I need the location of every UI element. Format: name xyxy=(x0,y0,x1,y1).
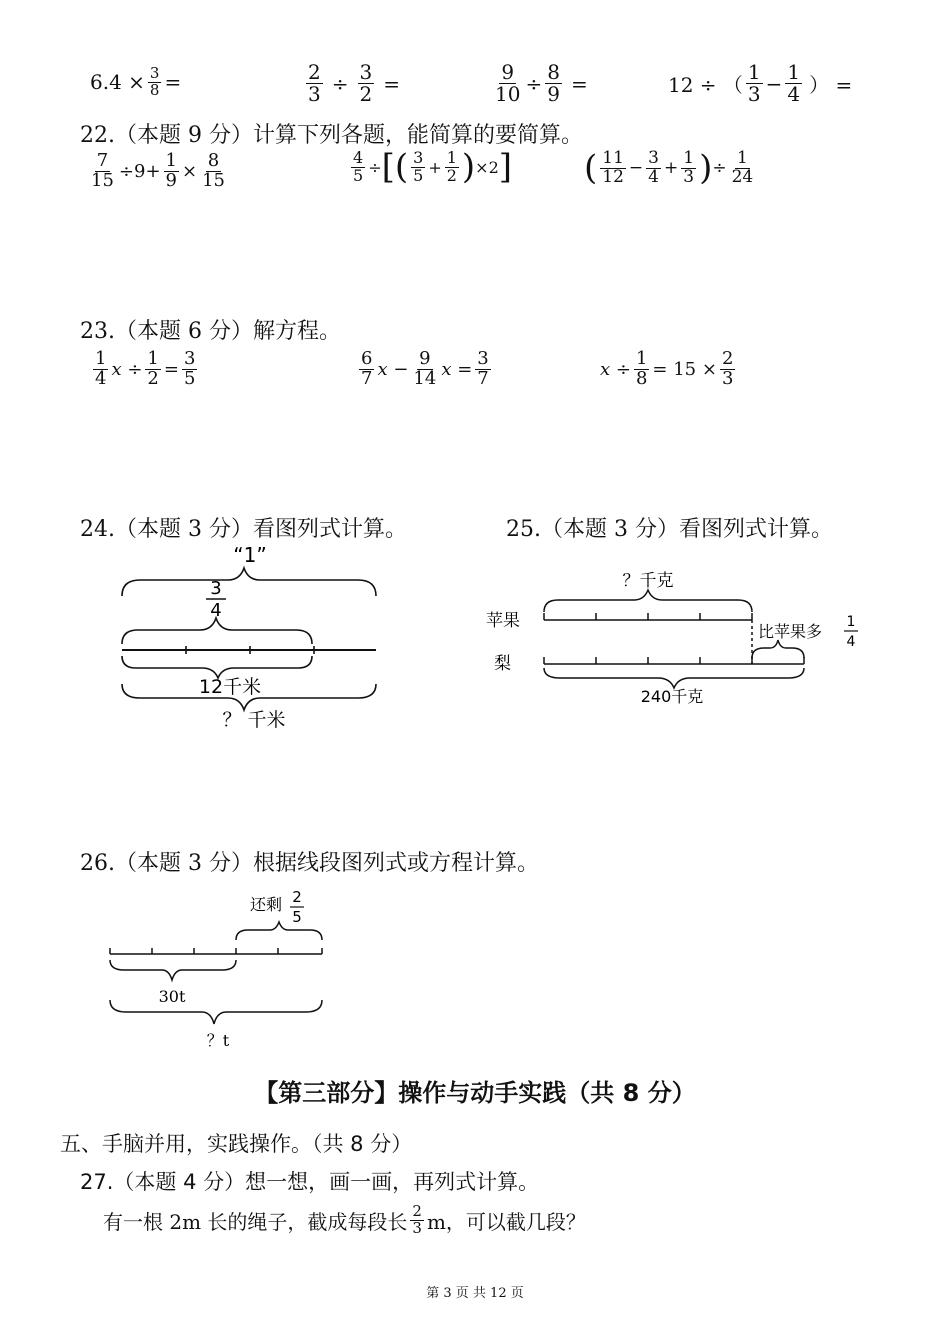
bracket: ] xyxy=(498,147,513,188)
paren: ) xyxy=(699,148,713,189)
numerator: 1 xyxy=(446,148,457,167)
known-label: 30t xyxy=(158,987,186,1006)
fraction xyxy=(358,62,375,105)
numerator: 1 xyxy=(165,150,177,171)
numerator: 3 xyxy=(477,348,489,369)
paren: ( xyxy=(584,148,598,189)
denominator: 2 xyxy=(446,165,457,185)
operator: x = xyxy=(441,358,473,380)
expr-text: x ÷ xyxy=(600,358,631,380)
q22-title: 22.（本题 9 分）计算下列各题，能简算的要简算。 xyxy=(80,123,583,148)
q27-title: 27.（本题 4 分）想一想，画一画，再列式计算。 xyxy=(80,1170,540,1194)
bottom-label: 240千克 xyxy=(640,687,704,706)
expr-21-4 xyxy=(668,62,852,105)
denominator: 7 xyxy=(477,367,489,389)
fraction xyxy=(145,350,160,389)
equals: = xyxy=(570,71,588,96)
fraction xyxy=(411,350,438,389)
denominator: 10 xyxy=(495,82,521,106)
brace-known xyxy=(110,960,236,980)
numerator: 3 xyxy=(648,148,659,168)
fraction xyxy=(89,152,116,191)
fraction-denominator: 4 xyxy=(210,600,222,621)
denominator: 5 xyxy=(413,165,424,185)
q27-text xyxy=(103,1204,586,1237)
q25-title: 25.（本题 3 分）看图列式计算。 xyxy=(506,517,833,542)
q23-expr-b xyxy=(356,350,494,389)
denominator: 7 xyxy=(361,367,373,389)
brace-top xyxy=(544,590,752,612)
paren: ( xyxy=(394,147,409,188)
denominator: 4 xyxy=(648,166,659,187)
numerator: 3 xyxy=(149,64,160,82)
bracket: [ xyxy=(381,147,395,188)
expr-21-1 xyxy=(90,66,181,99)
fraction xyxy=(351,150,365,185)
denominator: 5 xyxy=(183,367,196,389)
expr-21-2 xyxy=(303,62,400,105)
fraction xyxy=(681,150,696,187)
denominator: 2 xyxy=(147,367,159,389)
remain-fraction-numerator: 2 xyxy=(292,888,302,906)
numerator: 3 xyxy=(359,60,373,84)
q27-text-post: m，可以截几段？ xyxy=(426,1209,586,1234)
operator: − xyxy=(628,158,644,179)
numerator: 3 xyxy=(183,348,196,369)
fraction xyxy=(746,62,763,105)
q22-expr-c xyxy=(584,150,758,187)
numerator: 1 xyxy=(683,148,695,168)
brace-bottom xyxy=(544,668,804,688)
whole-label: “1” xyxy=(233,543,267,567)
numerator: 1 xyxy=(635,348,648,369)
denominator: 8 xyxy=(635,367,648,389)
denominator: 3 xyxy=(412,1218,422,1237)
fraction xyxy=(600,150,626,187)
operator: = xyxy=(163,358,179,380)
operator: ÷ xyxy=(712,158,727,179)
numerator: 2 xyxy=(721,348,734,369)
q23-expr-a xyxy=(90,350,200,389)
numerator: 8 xyxy=(207,150,220,171)
operator: − xyxy=(765,71,783,96)
fraction xyxy=(730,150,756,187)
denominator: 2 xyxy=(359,82,373,106)
operator: × xyxy=(181,160,198,182)
numerator: 1 xyxy=(787,60,801,84)
q22-expr-a xyxy=(86,152,230,191)
q26-title: 26.（本题 3 分）根据线段图列式或方程计算。 xyxy=(80,851,539,876)
denominator: 8 xyxy=(149,80,160,99)
pear-label: 梨 xyxy=(494,654,511,674)
brace-whole xyxy=(122,568,376,596)
q23-expr-c xyxy=(600,350,738,389)
equals: = xyxy=(164,70,182,95)
denominator: 14 xyxy=(413,367,437,389)
paren: ) xyxy=(461,147,476,188)
denominator: 3 xyxy=(308,82,321,106)
operator: ÷ xyxy=(331,71,349,96)
expr-text: ） = xyxy=(809,73,853,97)
expr-text: 6.4 × xyxy=(90,70,145,95)
fraction xyxy=(634,350,649,389)
part3-heading: 【第三部分】操作与动手实践（共 8 分） xyxy=(254,1079,696,1107)
numerator: 1 xyxy=(736,148,748,168)
denominator: 9 xyxy=(165,169,177,191)
remain-fraction-denominator: 5 xyxy=(292,908,302,926)
denominator: 4 xyxy=(95,367,107,389)
operator: x ÷ xyxy=(111,358,143,380)
numerator: 7 xyxy=(96,150,109,171)
denominator: 3 xyxy=(747,82,761,106)
denominator: 5 xyxy=(353,165,364,185)
fraction xyxy=(646,150,661,187)
fraction xyxy=(720,350,735,389)
numerator: 9 xyxy=(501,60,515,84)
q26-diagram xyxy=(100,880,360,1060)
denominator: 3 xyxy=(683,166,695,187)
operator: ÷ xyxy=(525,71,543,96)
more-fraction-denominator: 4 xyxy=(846,634,856,650)
page-footer: 第 3 页 共 12 页 xyxy=(426,1286,524,1301)
fraction xyxy=(411,150,425,185)
denominator: 9 xyxy=(547,82,560,106)
expr-text: 12 ÷ （ xyxy=(668,73,743,97)
denominator: 24 xyxy=(731,166,754,187)
denominator: 12 xyxy=(602,166,624,187)
fraction xyxy=(93,350,108,389)
known-label: 12千米 xyxy=(198,676,262,698)
operator: ×2 xyxy=(475,157,499,177)
top-label: ？千克 xyxy=(622,571,674,591)
brace-unknown xyxy=(110,1000,322,1024)
numerator: 4 xyxy=(353,148,364,167)
fraction xyxy=(359,350,374,389)
equals: = xyxy=(383,71,400,96)
operator: ÷9+ xyxy=(118,160,161,182)
q24-diagram xyxy=(110,540,390,740)
operator: + xyxy=(428,157,442,177)
operator: = 15 × xyxy=(652,358,717,380)
q27-text-pre: 有一根 2m 长的绳子，截成每段长 xyxy=(103,1209,408,1234)
fraction-numerator: 3 xyxy=(210,578,222,599)
denominator: 15 xyxy=(91,169,114,191)
fraction xyxy=(200,152,227,191)
denominator: 3 xyxy=(721,367,734,389)
fraction xyxy=(410,1204,424,1237)
remain-label: 还剩 xyxy=(250,895,283,914)
brace-remain xyxy=(236,922,322,940)
numerator: 1 xyxy=(95,348,107,369)
numerator: 3 xyxy=(413,148,424,167)
q22-expr-b xyxy=(348,147,513,188)
fraction xyxy=(785,62,802,105)
numerator: 9 xyxy=(419,348,431,369)
numerator: 1 xyxy=(747,60,761,84)
q25-diagram xyxy=(472,560,892,720)
numerator: 2 xyxy=(412,1202,422,1220)
expr-21-3 xyxy=(490,62,588,105)
operator: + xyxy=(663,158,679,179)
brace-more xyxy=(752,640,804,658)
operator: x − xyxy=(377,358,409,380)
more-fraction-numerator: 1 xyxy=(846,614,856,630)
apple-label: 苹果 xyxy=(486,611,520,631)
fraction xyxy=(164,152,179,191)
q24-title: 24.（本题 3 分）看图列式计算。 xyxy=(80,517,407,542)
fraction xyxy=(493,62,522,105)
brace-three-quarters xyxy=(122,618,312,644)
denominator: 4 xyxy=(787,82,801,106)
numerator: 8 xyxy=(547,60,560,84)
brace-known xyxy=(122,656,312,678)
fraction xyxy=(545,62,562,105)
fraction xyxy=(306,62,323,105)
numerator: 11 xyxy=(602,148,624,168)
fraction xyxy=(445,150,459,185)
unknown-label: ？t xyxy=(206,1031,230,1050)
unknown-label: ？ 千米 xyxy=(222,709,286,731)
fraction xyxy=(475,350,490,389)
fraction xyxy=(148,66,162,99)
numerator: 6 xyxy=(361,348,373,369)
operator: ÷ xyxy=(368,157,382,177)
denominator: 15 xyxy=(202,169,225,191)
numerator: 1 xyxy=(147,348,159,369)
more-label: 比苹果多 xyxy=(758,622,823,641)
numerator: 2 xyxy=(308,60,321,84)
section5-title: 五、手脑并用，实践操作。（共 8 分） xyxy=(60,1132,413,1156)
fraction xyxy=(182,350,197,389)
q23-title: 23.（本题 6 分）解方程。 xyxy=(80,319,341,344)
